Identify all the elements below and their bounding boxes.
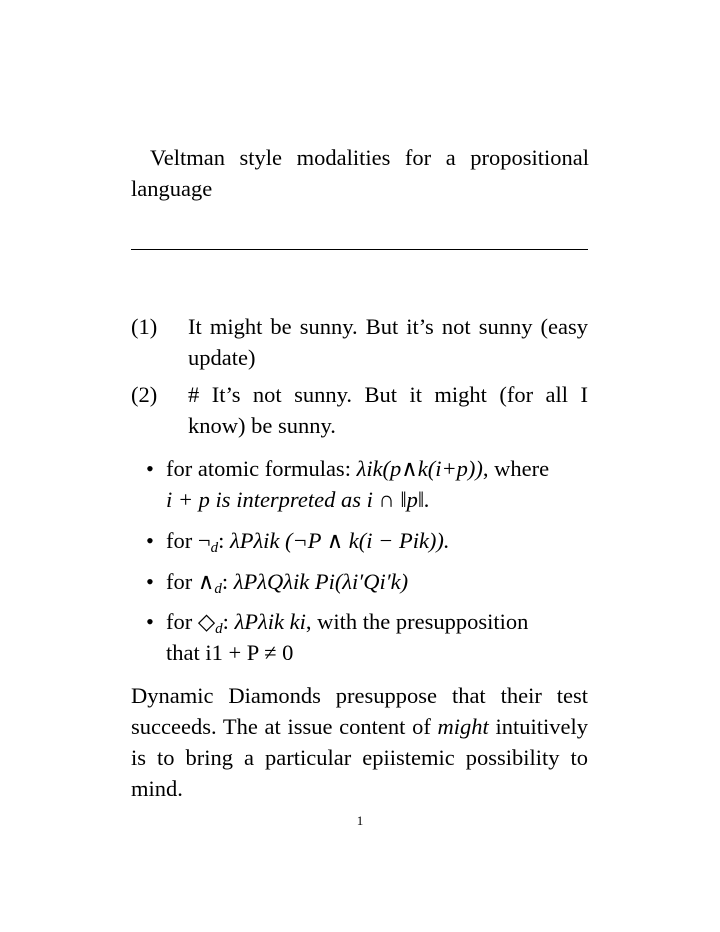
example-2-text: # It’s not sunny. But it might (for all I know) be sunny. [188,382,588,438]
bullet-dot: • [146,528,154,553]
bullet-diamond-prefix: for ◇ [166,609,216,634]
bullet-atomic-formula: λik(p∧k(i+p)) [356,456,483,481]
bullet-negation [146,525,588,556]
bullet-negation-colon: : [218,528,230,553]
example-1-label: (1) [131,314,158,339]
bullet-diamond-sub: d [215,621,223,637]
bullet-dot: • [146,456,154,481]
bullet-diamond-formula: λPλik ki [234,609,306,634]
page-title: Veltman style modalities for a propositional language [131,145,589,201]
body-paragraph [131,680,588,804]
example-2 [131,379,588,441]
bullet-conjunction [146,566,588,597]
page-number: 1 [356,813,364,828]
bullet-diamond-colon: : [222,609,235,634]
bullet-negation-formula: λPλik (¬P ∧ k(i − Pik)). [229,528,450,553]
bullet-conjunction-prefix: for ∧ [166,569,215,594]
bullet-conjunction-colon: : [221,569,234,594]
example-1 [131,311,588,373]
bullet-negation-prefix: for ¬ [166,528,211,553]
paragraph-before: Dynamic Diamonds presuppose that their test succeeds. The at issue content of [131,683,588,739]
bullet-diamond-suffix: , with the presupposition [305,609,529,634]
bullet-diamond [146,606,588,668]
example-1-text: It might be sunny. But it’s not sunny (easy update) [188,314,588,370]
bullet-atomic-prefix: for atomic formulas: [166,456,357,481]
bullet-atomic [146,453,588,515]
bullet-atomic-suffix: , where [482,456,550,481]
bullet-diamond-line2: that i1 + P ≠ 0 [166,640,294,665]
bullet-conjunction-sub: d [214,581,222,597]
paragraph-emphasis: might [437,714,489,739]
title-divider [131,249,588,250]
bullet-conjunction-formula: λPλQλik Pi(λi′Qi′k) [233,569,409,594]
example-2-label: (2) [131,382,158,407]
bullet-atomic-line2: i + p is interpreted as i ∩ ‖p‖. [166,487,430,512]
bullet-negation-sub: d [210,540,219,556]
bullet-dot: • [146,569,154,594]
paragraph-after: intuitively is to bring a particular epiistemic possibility to mind. [131,714,588,801]
bullet-dot: • [146,609,154,634]
